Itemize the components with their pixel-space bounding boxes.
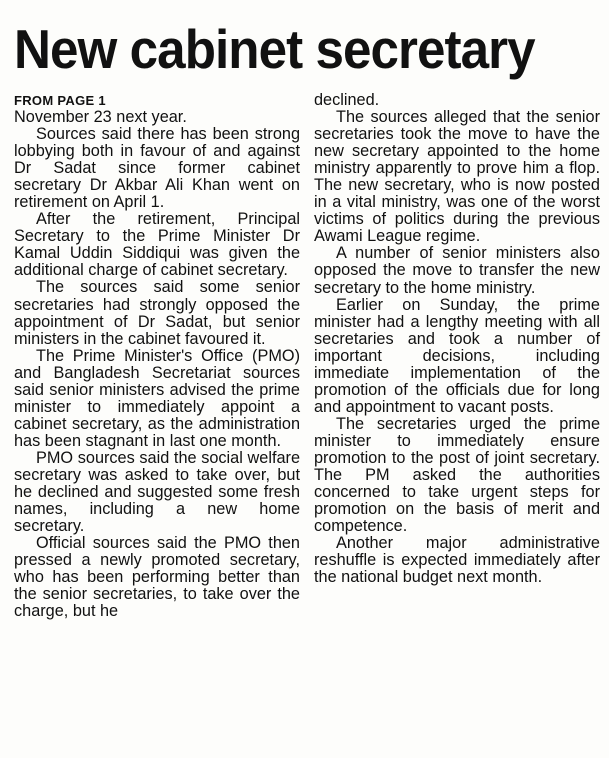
paragraph: Another major administrative reshuffle is expected immediately after the national budget next month. (314, 534, 600, 587)
headline: New cabinet secretary (14, 18, 535, 80)
from-page-label: FROM PAGE 1 (14, 93, 106, 108)
paragraph: A number of senior ministers also opposed the move to transfer the new secretary to the home ministry. (314, 244, 600, 297)
paragraph: The sources said some senior secretaries had strongly opposed the appointment of Dr Sadat, but senior ministers in the cabinet favoured it. (14, 278, 300, 348)
paragraph: After the retirement, Principal Secretary to the Prime Minister Dr Kamal Uddin Siddiqui was given the additional charge of cabinet secretary. (14, 210, 300, 280)
left-column (14, 92, 300, 620)
paragraph: The sources alleged that the senior secretaries took the move to have the new secretary appointed to the home ministry apparently to prove him a flop. The new secretary, who is now posted in a vital ministry, was one of the worst victims of politics during the previous Awami League regime. (314, 108, 600, 246)
paragraph: Earlier on Sunday, the prime minister had a lengthy meeting with all secretaries and took a number of important decisions, including immediate implementation of the promotion of the officials due for long and appointment to vacant posts. (314, 295, 600, 416)
right-column (314, 92, 600, 586)
paragraph: November 23 next year. (14, 108, 187, 126)
paragraph: Sources said there has been strong lobbying both in favour of and against Dr Sadat since former cabinet secretary Dr Akbar Ali Khan went on retirement on April 1. (14, 125, 300, 212)
paragraph: Official sources said the PMO then pressed a newly promoted secretary, who has been performing better than the senior secretaries, to take over the charge, but he (14, 534, 300, 621)
paragraph: PMO sources said the social welfare secretary was asked to take over, but he declined and suggested some fresh names, including a new home secretary. (14, 448, 300, 536)
paragraph: The secretaries urged the prime minister to immediately ensure promotion to the post of joint secretary. The PM asked the authorities concerned to take urgent steps for promotion on the basis of merit and competence. (314, 414, 600, 536)
paragraph: The Prime Minister's Office (PMO) and Bangladesh Secretariat sources said senior ministers advised the prime minister to immediately appoint a cabinet secretary, as the administration has been stagnant in last one month. (14, 346, 300, 450)
paragraph: declined. (314, 91, 380, 109)
